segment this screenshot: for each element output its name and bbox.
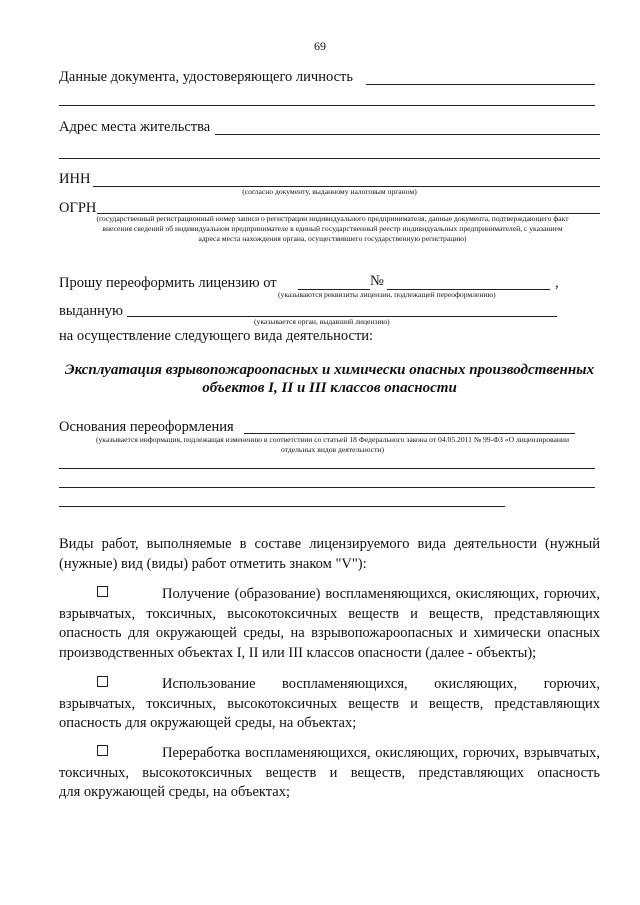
request-label: Прошу переоформить лицензию от bbox=[59, 275, 277, 291]
ogrn-note-1: (государственный регистрационный номер записи о регистрации индивидуального предпринимателя, данные документа, подтверждающего факт bbox=[96, 214, 569, 223]
grounds-field-line4[interactable] bbox=[59, 506, 505, 507]
grounds-note-2: отдельных видов деятельности) bbox=[280, 445, 385, 454]
identity-doc-field[interactable] bbox=[366, 84, 595, 85]
checkbox-production[interactable] bbox=[97, 586, 108, 597]
work-item-usage-line3: опасность для окружающей среды, на объектах; bbox=[59, 715, 357, 731]
number-sign: № bbox=[370, 273, 384, 289]
work-item-processing-line1: Переработка воспламеняющихся, окисляющих, горючих, взрывчатых, bbox=[162, 745, 600, 761]
ogrn-note-2: внесения сведений об индивидуальном предпринимателе в единый государственный реестр индивидуальных предпринимателей, с указанием bbox=[102, 224, 563, 233]
ogrn-label: ОГРН bbox=[59, 200, 97, 216]
grounds-field-line2[interactable] bbox=[59, 468, 595, 469]
work-item-processing bbox=[59, 744, 600, 803]
grounds-field[interactable] bbox=[244, 433, 575, 434]
checkbox-processing[interactable] bbox=[97, 745, 108, 756]
work-item-processing-line3: для окружающей среды, на объектах; bbox=[59, 784, 290, 800]
activity-title-line2: объектов I, II и III классов опасности bbox=[202, 380, 457, 396]
works-intro-line2: (нужные) вид (виды) работ отметить знаком "V"): bbox=[59, 556, 367, 572]
ogrn-note-3: адреса места нахождения органа, осуществившего государственную регистрацию) bbox=[198, 234, 467, 243]
identity-doc-field-line2[interactable] bbox=[59, 105, 595, 106]
work-item-usage bbox=[59, 675, 600, 734]
issued-label: выданную bbox=[59, 303, 124, 319]
work-item-production bbox=[59, 585, 600, 663]
checkbox-usage[interactable] bbox=[97, 676, 108, 687]
grounds-field-line3[interactable] bbox=[59, 487, 595, 488]
grounds-note-1: (указывается информация, подлежащая изменению в соответствии со статьей 18 Федерального закона от 04.05.2011 № 99-ФЗ «О лицензировании bbox=[95, 435, 570, 444]
activity-label: на осуществление следующего вида деятельности: bbox=[59, 328, 374, 344]
work-item-production-line4: производственных объектах I, II или III классов опасности (далее - объекты); bbox=[59, 644, 537, 661]
work-item-production-line3: опасность для окружающей среды, на взрывопожароопасных и химически опасных bbox=[59, 625, 600, 641]
page-number: 69 bbox=[314, 39, 326, 53]
address-field-line2[interactable] bbox=[59, 158, 600, 159]
license-details-note: (указываются реквизиты лицензии, подлежащей переоформлению) bbox=[278, 290, 496, 299]
activity-title-line1: Эксплуатация взрывопожароопасных и химически опасных производственных bbox=[64, 362, 595, 378]
issuer-note: (указывается орган, выдавший лицензию) bbox=[254, 317, 390, 326]
inn-note: (согласно документу, выданному налоговым органом) bbox=[242, 187, 417, 196]
address-field[interactable] bbox=[215, 134, 600, 135]
works-intro-line1: Виды работ, выполняемые в составе лицензируемого вида деятельности (нужный bbox=[59, 536, 600, 552]
identity-doc-label: Данные документа, удостоверяющего личность bbox=[59, 69, 353, 85]
comma: , bbox=[555, 275, 559, 291]
work-item-usage-line1: Использование воспламеняющихся, окисляющих, горючих, bbox=[162, 676, 600, 692]
inn-label: ИНН bbox=[59, 171, 91, 187]
grounds-label: Основания переоформления bbox=[59, 419, 234, 435]
work-item-usage-line2: взрывчатых, токсичных, высокотоксичных веществ и веществ, представляющих bbox=[59, 695, 600, 712]
work-item-processing-line2: токсичных, высокотоксичных веществ и веществ, представляющих опасность bbox=[59, 764, 600, 781]
work-item-production-line2: взрывчатых, токсичных, высокотоксичных веществ и веществ, представляющих bbox=[59, 605, 600, 622]
work-item-production-line1: Получение (образование) воспламеняющихся, окисляющих, горючих, bbox=[162, 586, 600, 602]
address-label: Адрес места жительства bbox=[59, 119, 211, 135]
